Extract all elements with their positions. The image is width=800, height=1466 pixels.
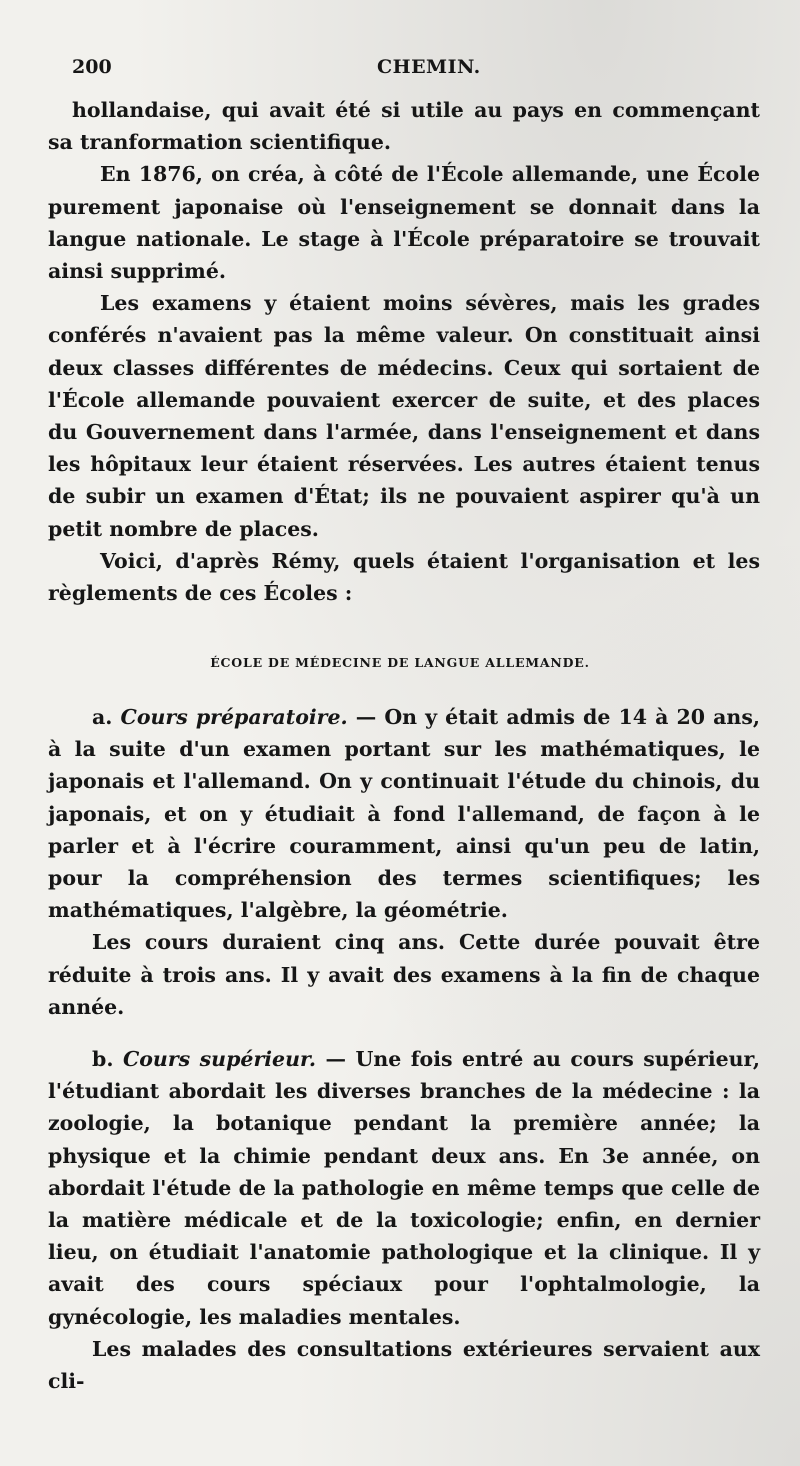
body-text [48, 94, 760, 609]
section-a-label: a. [92, 705, 113, 729]
section-a-paragraph-2: Les cours duraient cinq ans. Cette durée pouvait être réduite à trois ans. Il y avait des examens à la fin de chaque année. [48, 930, 760, 1019]
section-b-title: Cours supérieur. [122, 1047, 317, 1072]
section-b-label: b. [92, 1047, 114, 1072]
page-header [72, 56, 760, 86]
paragraph: hollandaise, qui avait été si utile au pays en commençant sa tranformation scientifique. [48, 98, 760, 155]
running-title: CHEMIN. [377, 56, 481, 78]
section-heading: ÉCOLE DE MÉDECINE DE LANGUE ALLEMANDE. [210, 655, 590, 670]
paragraph: Les examens y étaient moins sévères, mais les grades conférés n'avaient pas la même valeur. On constituait ainsi deux classes différentes de médecins. Ceux qui sortaient de l'École allemande pouvaient exercer de suite, et des places du Gouvernement dans l'armée, dans l'enseignement et dans les hôpitaux leur étaient réservées. Les autres étaient tenus de subir un examen d'État; ils ne pouvaient aspirer qu'à un petit nombre de places. [48, 291, 760, 541]
section-b-dash: — [325, 1047, 346, 1072]
paragraph: En 1876, on créa, à côté de l'École allemande, une École purement japonaise où l'enseignement se donnait dans la langue nationale. Le stage à l'École préparatoire se trouvait ainsi supprimé. [48, 162, 760, 284]
section-b-paragraph [48, 1043, 760, 1333]
section-b-text: Une fois entré au cours supérieur, l'étudiant abordait les diverses branches de la médecine : la zoologie, la botanique pendant la première année; la physique et la chimie pendant deux ans. En 3e année, on abordait l'étude de la pathologie en même temps que celle de la matière médicale et de la toxicologie; enfin, en dernier lieu, on étudiait l'anatomie pathologique et la clinique. Il y avait des cours spéciaux pour l'ophtalmologie, la gynécologie, les maladies mentales. [48, 1047, 760, 1329]
page-number: 200 [72, 56, 112, 78]
section-a-dash: — [355, 705, 377, 729]
section-a-text: On y était admis de 14 à 20 ans, à la suite d'un examen portant sur les mathématiques, le japonais et l'allemand. On y continuait l'étude du chinois, du japonais, et on y étudiait à fond l'allemand, de façon à le parler et à l'écrire couramment, ainsi qu'un peu de latin, pour la compréhension des termes scientifiques; les mathématiques, l'algèbre, la géométrie. [48, 705, 760, 923]
section-a-paragraph [48, 701, 760, 926]
section-a-title: Cours préparatoire. [120, 705, 348, 729]
section-b-paragraph-2: Les malades des consultations extérieures servaient aux cli- [48, 1336, 760, 1394]
section-body [48, 701, 760, 1397]
paragraph: Voici, d'après Rémy, quels étaient l'organisation et les règlements de ces Écoles : [48, 548, 760, 606]
